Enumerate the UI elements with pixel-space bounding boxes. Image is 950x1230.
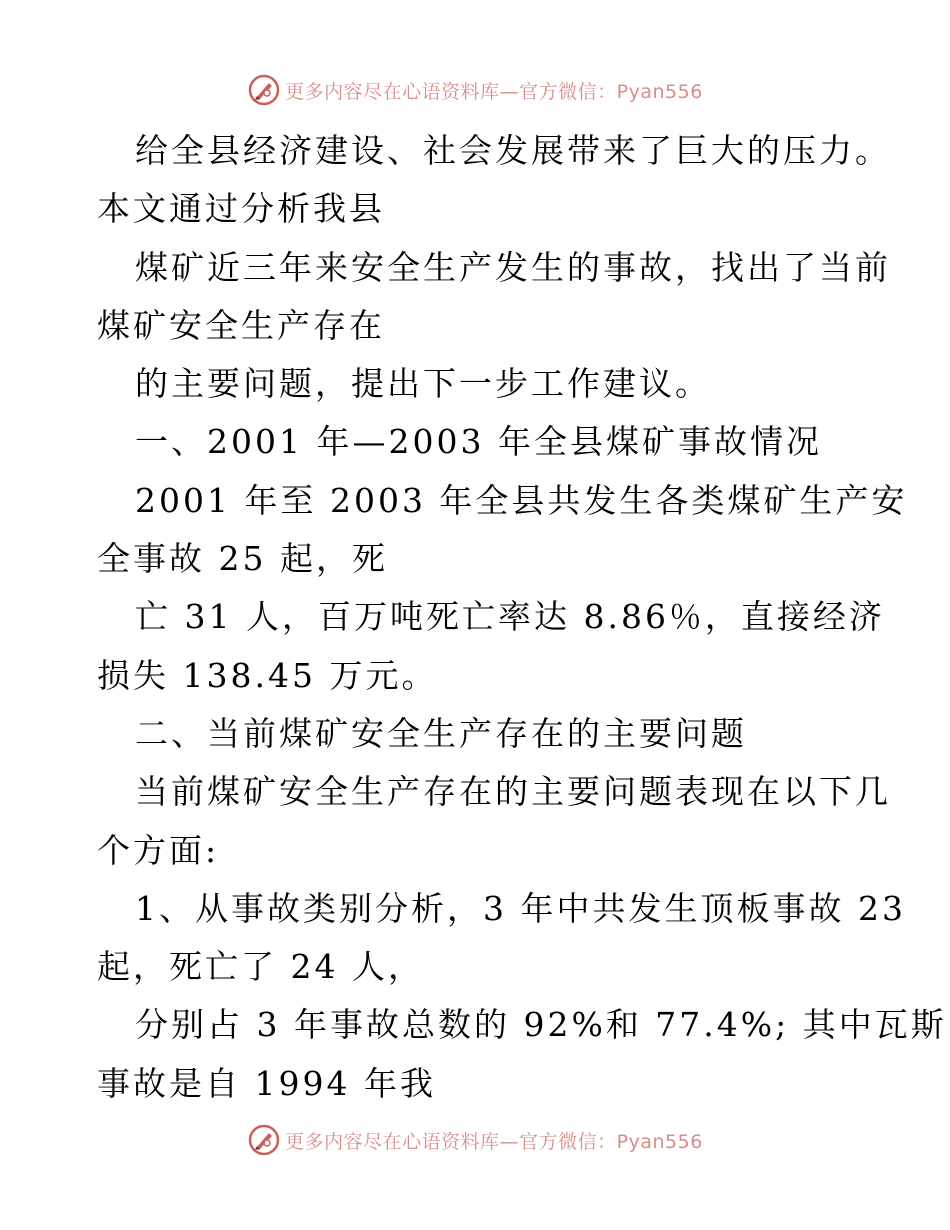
text-line: 给全县经济建设、社会发展带来了巨大的压力。 — [135, 131, 891, 170]
text-line: 损失 138.45 万元。 — [97, 655, 438, 695]
footer-watermark — [0, 1120, 950, 1160]
watermark-text: 更多内容尽在心语资料库—官方微信：Pyan556 — [285, 80, 703, 103]
text-line: 煤矿安全生产存在 — [97, 305, 385, 345]
text-line: 亡 31 人，百万吨死亡率达 8.86％，直接经济 — [135, 597, 885, 637]
section-heading-2: 二、当前煤矿安全生产存在的主要问题 — [135, 713, 747, 753]
text-line: 起，死亡了 24 人， — [97, 947, 424, 987]
text-line: 本文通过分析我县 — [97, 189, 385, 229]
text-line: 全事故 25 起，死 — [97, 539, 388, 579]
pen-logo-icon — [247, 73, 281, 107]
text-line: 煤矿近三年来安全生产发生的事故，找出了当前 — [135, 247, 891, 287]
text-line: 的主要问题，提出下一步工作建议。 — [135, 364, 711, 404]
pen-logo-icon — [247, 1123, 281, 1157]
text-line: 分别占 3 年事故总数的 92%和 77.4%; 其中瓦斯 — [135, 1005, 947, 1045]
text-line: 事故是自 1994 年我 — [97, 1063, 436, 1103]
watermark-text: 更多内容尽在心语资料库—官方微信：Pyan556 — [285, 1130, 703, 1153]
document-body — [97, 122, 947, 1113]
text-line: 1、从事故类别分析，3 年中共发生顶板事故 23 — [135, 888, 906, 928]
text-line: 当前煤矿安全生产存在的主要问题表现在以下几 — [135, 772, 891, 812]
text-line: 个方面: — [97, 830, 220, 870]
text-line: 2001 年至 2003 年全县共发生各类煤矿生产安 — [135, 480, 908, 520]
header-watermark — [0, 70, 950, 110]
section-heading-1: 一、2001 年—2003 年全县煤矿事故情况 — [135, 422, 822, 462]
